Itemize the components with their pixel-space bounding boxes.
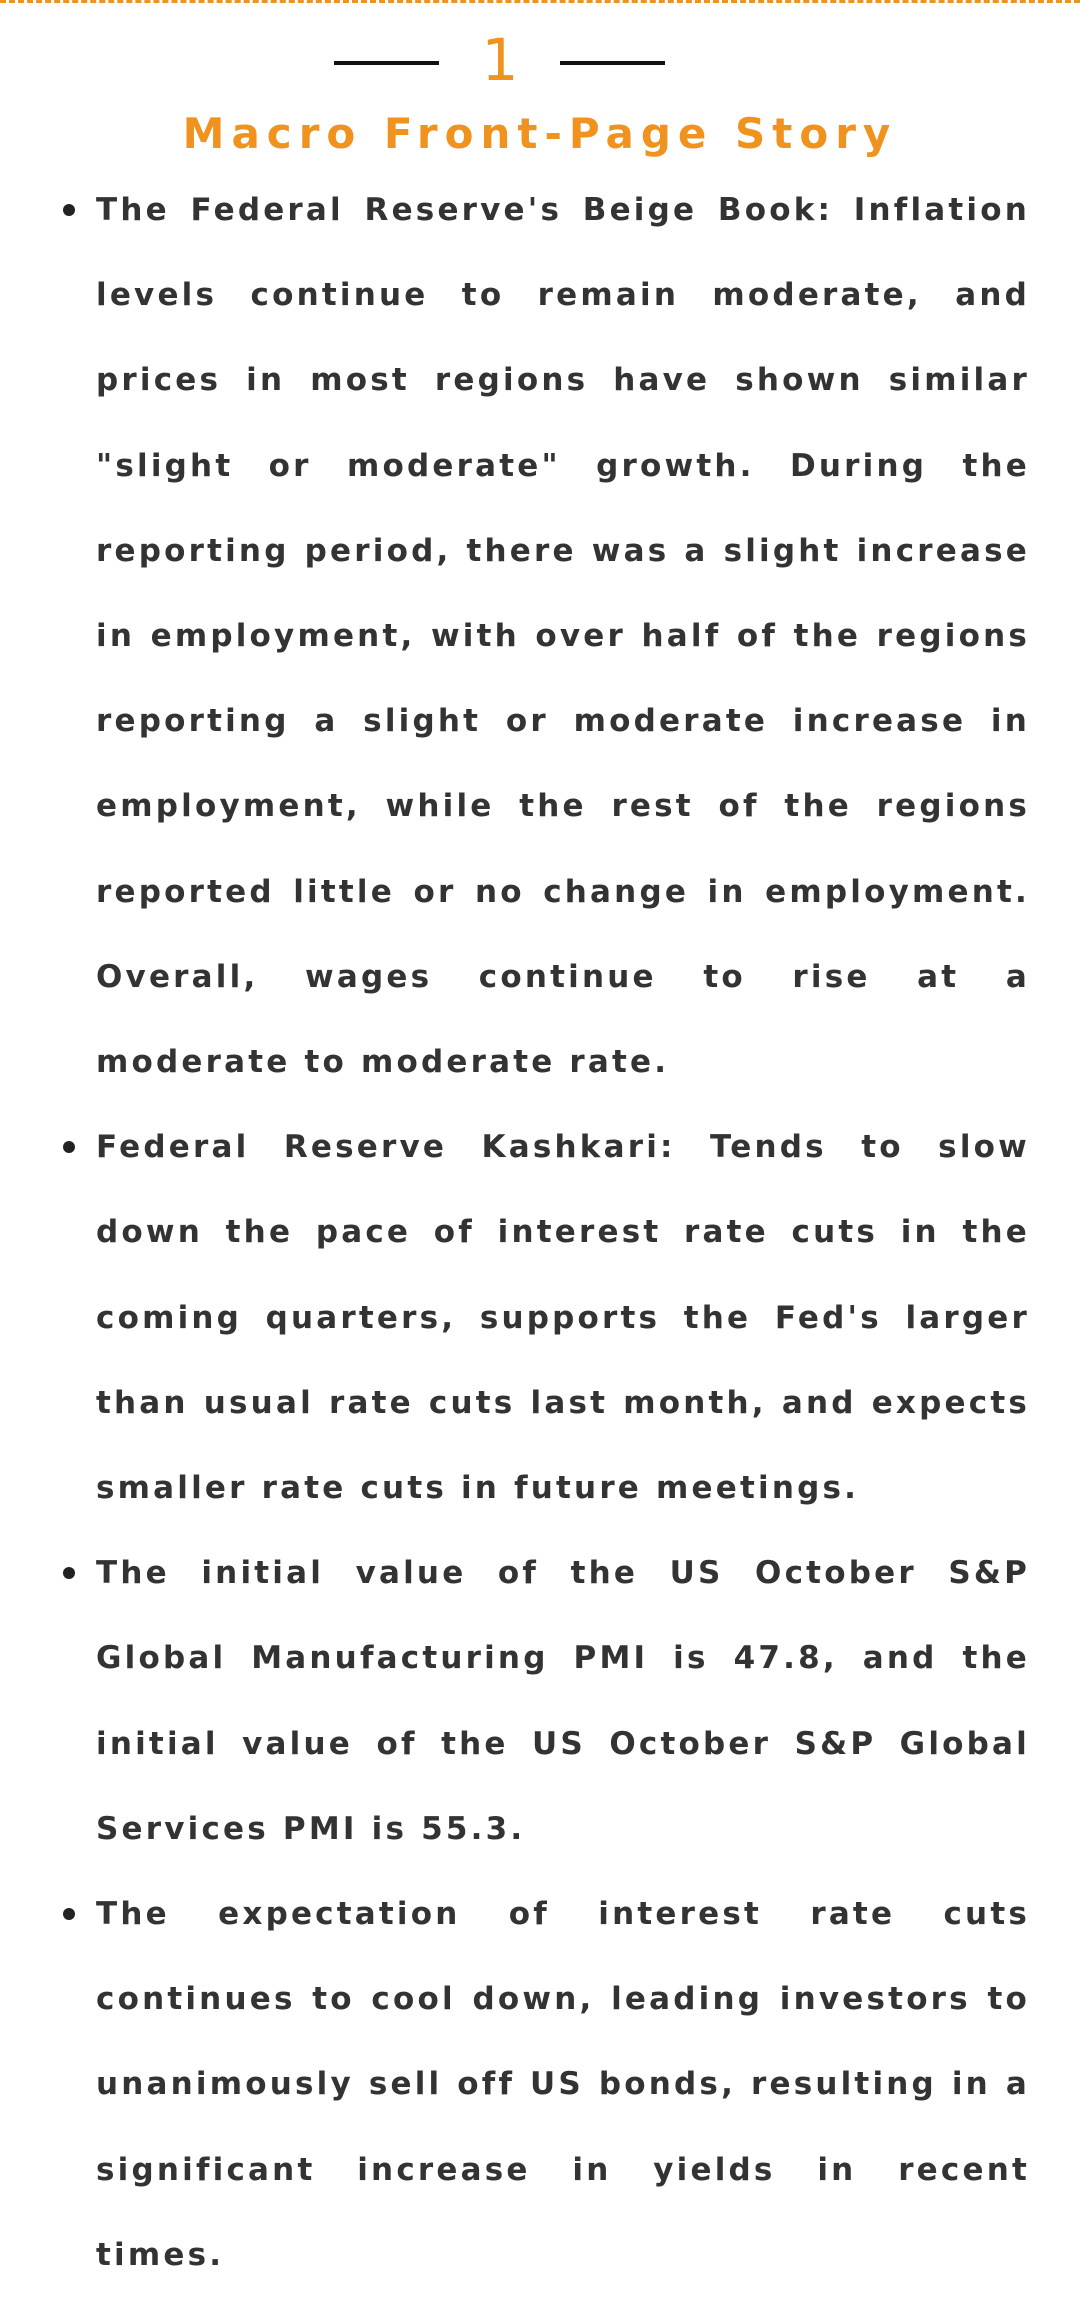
bullet-dot-icon [63,1908,75,1920]
section-header [0,18,1080,168]
list-item [0,1531,1080,1872]
right-divider-rule [560,61,665,65]
news-bullet-list [0,168,1080,2298]
bullet-dot-icon [63,204,75,216]
bullet-dot-icon [63,1141,75,1153]
bullet-text: The expectation of interest rate cuts continues to cool down, leading investors to unanimously sell off US bonds, resulting in a significant increase in yields in recent times. [96,1896,1030,2273]
list-item [0,1872,1080,2298]
list-item [0,1105,1080,1531]
section-number: 1 [481,26,519,94]
left-divider-rule [334,61,439,65]
bullet-text: The initial value of the US October S&P Global Manufacturing PMI is 47.8, and the initial value of the US October S&P Global Services PMI is 55.3. [96,1555,1030,1847]
section-number-row [0,18,1080,102]
bullet-text: The Federal Reserve's Beige Book: Inflation levels continue to remain moderate, and prices in most regions have shown similar "slight or moderate" growth. During the reporting period, there was a slight increase in employment, with over half of the regions reporting a slight or moderate increase in employment, while the rest of the regions reported little or no change in employment. Overall, wages continue to rise at a moderate to moderate rate. [96,192,1030,1081]
section-title: Macro Front-Page Story [182,109,898,158]
list-item [0,168,1080,1105]
bullet-dot-icon [63,1567,75,1579]
bullet-text: Federal Reserve Kashkari: Tends to slow down the pace of interest rate cuts in the coming quarters, supports the Fed's larger than usual rate cuts last month, and expects smaller rate cuts in future meetings. [96,1129,1030,1507]
dashed-top-border [0,0,1080,3]
